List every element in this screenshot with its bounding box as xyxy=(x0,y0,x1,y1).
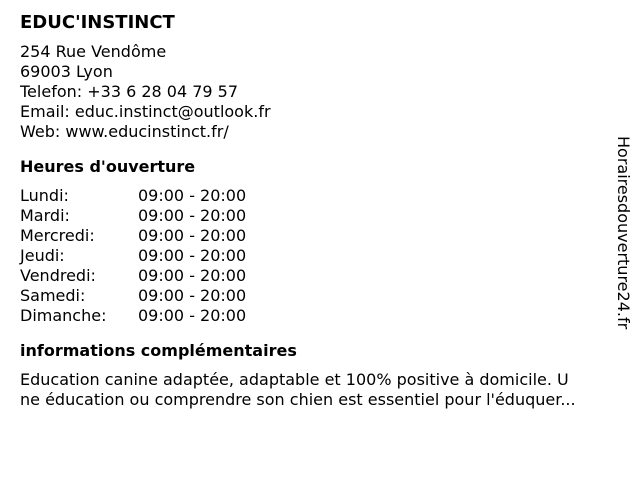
time-range: 09:00 - 20:00 xyxy=(138,306,247,325)
opening-hours-table xyxy=(20,186,620,326)
business-name: EDUC'INSTINCT xyxy=(20,12,175,33)
phone-number: Telefon: +33 6 28 04 79 57 xyxy=(20,82,239,101)
website-address: Web: www.educinstinct.fr/ xyxy=(20,122,229,141)
time-range: 09:00 - 20:00 xyxy=(138,206,247,225)
time-range: 09:00 - 20:00 xyxy=(138,226,247,245)
additional-info-text xyxy=(20,370,620,410)
address-block xyxy=(20,42,620,142)
time-range: 09:00 - 20:00 xyxy=(138,186,247,205)
info-text-line: Education canine adaptée, adaptable et 100% positive à domicile. U xyxy=(20,370,569,389)
additional-info-heading: informations complémentaires xyxy=(20,341,297,360)
hours-row-saturday xyxy=(20,286,620,306)
hours-row-sunday xyxy=(20,306,620,326)
street-address: 254 Rue Vendôme xyxy=(20,42,167,61)
hours-row-friday xyxy=(20,266,620,286)
site-watermark: Horairesdouverture24.fr xyxy=(614,136,633,330)
time-range: 09:00 - 20:00 xyxy=(138,266,247,285)
day-label: Lundi: xyxy=(20,186,69,205)
day-label: Mardi: xyxy=(20,206,70,225)
business-card xyxy=(20,10,620,410)
info-text-line: ne éducation ou comprendre son chien est essentiel pour l'éduquer... xyxy=(20,390,576,409)
day-label: Mercredi: xyxy=(20,226,95,245)
time-range: 09:00 - 20:00 xyxy=(138,246,247,265)
day-label: Vendredi: xyxy=(20,266,96,285)
hours-row-tuesday xyxy=(20,206,620,226)
city-postcode: 69003 Lyon xyxy=(20,62,113,81)
day-label: Samedi: xyxy=(20,286,86,305)
day-label: Jeudi: xyxy=(20,246,65,265)
time-range: 09:00 - 20:00 xyxy=(138,286,247,305)
opening-hours-heading: Heures d'ouverture xyxy=(20,157,196,176)
day-label: Dimanche: xyxy=(20,306,107,325)
hours-row-thursday xyxy=(20,246,620,266)
hours-row-wednesday xyxy=(20,226,620,246)
email-address: Email: educ.instinct@outlook.fr xyxy=(20,102,271,121)
hours-row-monday xyxy=(20,186,620,206)
